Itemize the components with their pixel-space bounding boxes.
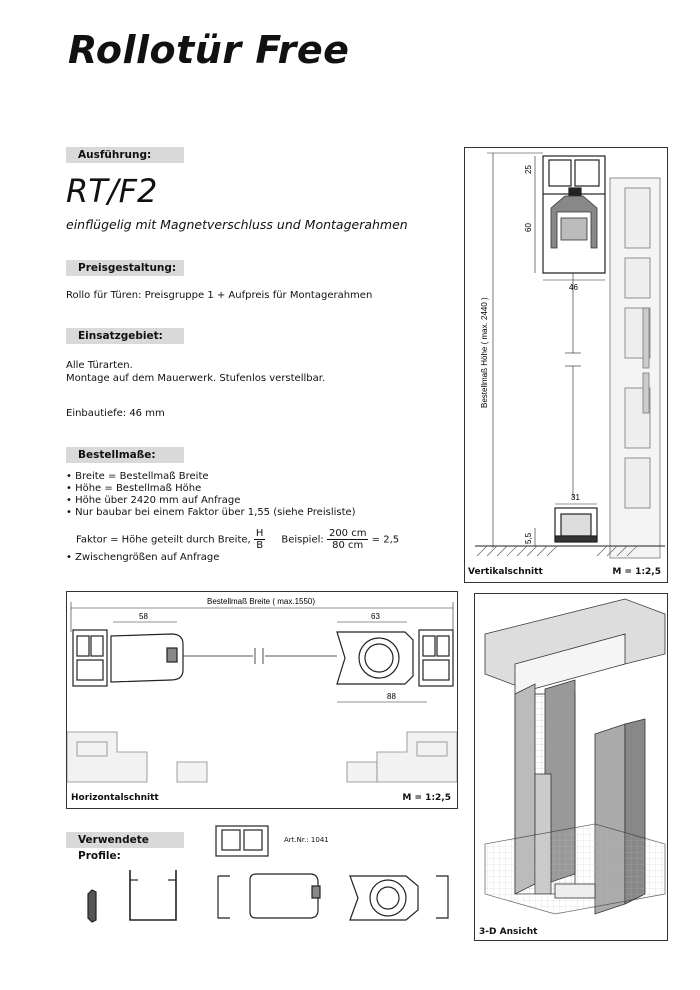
dim-63: 63 bbox=[371, 612, 380, 621]
bestell-item: • Nur baubar bei einem Faktor über 1,55 (siehe Preisliste) bbox=[66, 507, 356, 519]
vertical-section-scale: M = 1:2,5 bbox=[612, 567, 661, 577]
profiles-drawing bbox=[66, 822, 466, 932]
height-dimension-label: Bestellmaß Höhe ( max. 2440 ) bbox=[480, 297, 489, 408]
horizontal-section-scale: M = 1:2,5 bbox=[402, 793, 451, 803]
section-einsatz: Einsatzgebiet: bbox=[66, 328, 184, 344]
horizontal-section-frame bbox=[66, 591, 458, 809]
vertical-section-frame bbox=[464, 147, 668, 583]
dim-25: 25 bbox=[524, 165, 533, 174]
beispiel-result: = 2,5 bbox=[371, 534, 400, 546]
dim-46: 46 bbox=[569, 283, 578, 292]
bestell-list bbox=[66, 471, 356, 519]
section-profile: Verwendete Profile: bbox=[66, 832, 184, 848]
dim-60: 60 bbox=[524, 223, 533, 232]
iso-view-drawing bbox=[475, 594, 667, 924]
horizontal-section-drawing bbox=[67, 592, 457, 792]
einbautiefe-text: Einbautiefe: 46 mm bbox=[66, 408, 165, 419]
width-dimension-label: Bestellmaß Breite ( max.1550) bbox=[207, 597, 316, 606]
dim-31: 31 bbox=[571, 493, 580, 502]
faktor-prefix: Faktor = Höhe geteilt durch Breite, bbox=[76, 534, 251, 546]
model-name: RT/F2 bbox=[66, 172, 158, 210]
dim-5-5: 5,5 bbox=[524, 532, 533, 544]
bestell-item: • Breite = Bestellmaß Breite bbox=[66, 471, 356, 483]
bestell-last: • Zwischengrößen auf Anfrage bbox=[66, 552, 220, 563]
section-ausfuehrung: Ausführung: bbox=[66, 147, 184, 163]
dim-88: 88 bbox=[387, 692, 396, 701]
profile-article-number: Art.Nr.: 1041 bbox=[284, 836, 329, 844]
bestell-item: • Höhe = Bestellmaß Höhe bbox=[66, 483, 356, 495]
faktor-line bbox=[76, 528, 399, 551]
vertical-section-label: Vertikalschnitt bbox=[468, 567, 543, 577]
preis-text: Rollo für Türen: Preisgruppe 1 + Aufpreis für Montagerahmen bbox=[66, 290, 373, 301]
section-bestell: Bestellmaße: bbox=[66, 447, 184, 463]
page-title: Rollotür Free bbox=[68, 28, 350, 72]
model-description: einflügelig mit Magnetverschluss und Montagerahmen bbox=[66, 217, 408, 232]
iso-view-label: 3-D Ansicht bbox=[479, 927, 538, 937]
einsatz-line-1: Alle Türarten. bbox=[66, 360, 133, 371]
einsatz-line-2: Montage auf dem Mauerwerk. Stufenlos verstellbar. bbox=[66, 373, 326, 384]
section-preis: Preisgestaltung: bbox=[66, 260, 184, 276]
beispiel-fraction: $\frac{200 cm}{80 cm}$ bbox=[328, 528, 367, 551]
bestell-item: • Höhe über 2420 mm auf Anfrage bbox=[66, 495, 356, 507]
horizontal-section-label: Horizontalschnitt bbox=[71, 793, 159, 803]
faktor-fraction: $\frac{H}{B}$ bbox=[255, 528, 264, 551]
iso-view-frame bbox=[474, 593, 668, 941]
dim-58: 58 bbox=[139, 612, 148, 621]
vertical-section-drawing bbox=[465, 148, 667, 566]
beispiel-label: Beispiel: bbox=[281, 534, 324, 546]
